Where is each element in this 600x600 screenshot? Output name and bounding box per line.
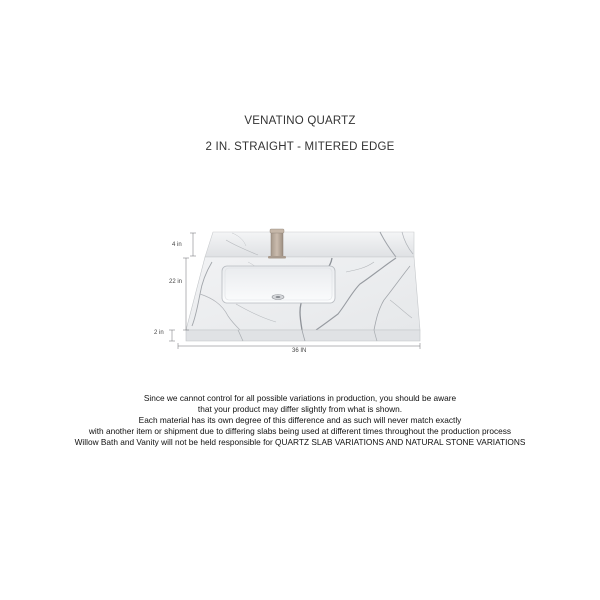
disclaimer-line: Willow Bath and Vanity will not be held responsible for QUARTZ SLAB VARIATIONS AND NATURAL STONE VARIATIONS bbox=[74, 437, 526, 448]
drain-icon bbox=[272, 295, 284, 300]
disclaimer-line: Since we cannot control for all possible variations in production, you should be aware bbox=[143, 393, 457, 403]
front-edge bbox=[186, 330, 420, 341]
width-label: 36 IN bbox=[292, 348, 307, 354]
disclaimer-line: Each material has its own degree of this difference and as such will never match exactly bbox=[138, 415, 462, 426]
disclaimer-line: that your product may differ slightly from what is shown. bbox=[197, 404, 403, 415]
edge-thickness-label: 2 in bbox=[154, 330, 164, 336]
edge-type-subtitle: 2 IN. STRAIGHT - MITERED EDGE bbox=[205, 141, 395, 153]
disclaimer-line: with another item or shipment due to differing slabs being used at different times throughout the production process bbox=[88, 426, 512, 437]
backsplash bbox=[205, 232, 414, 257]
product-title: VENATINO QUARTZ bbox=[244, 115, 356, 127]
variation-disclaimer bbox=[40, 393, 560, 448]
depth-label: 22 in bbox=[169, 279, 183, 285]
backsplash-height-label: 4 in bbox=[172, 242, 182, 248]
